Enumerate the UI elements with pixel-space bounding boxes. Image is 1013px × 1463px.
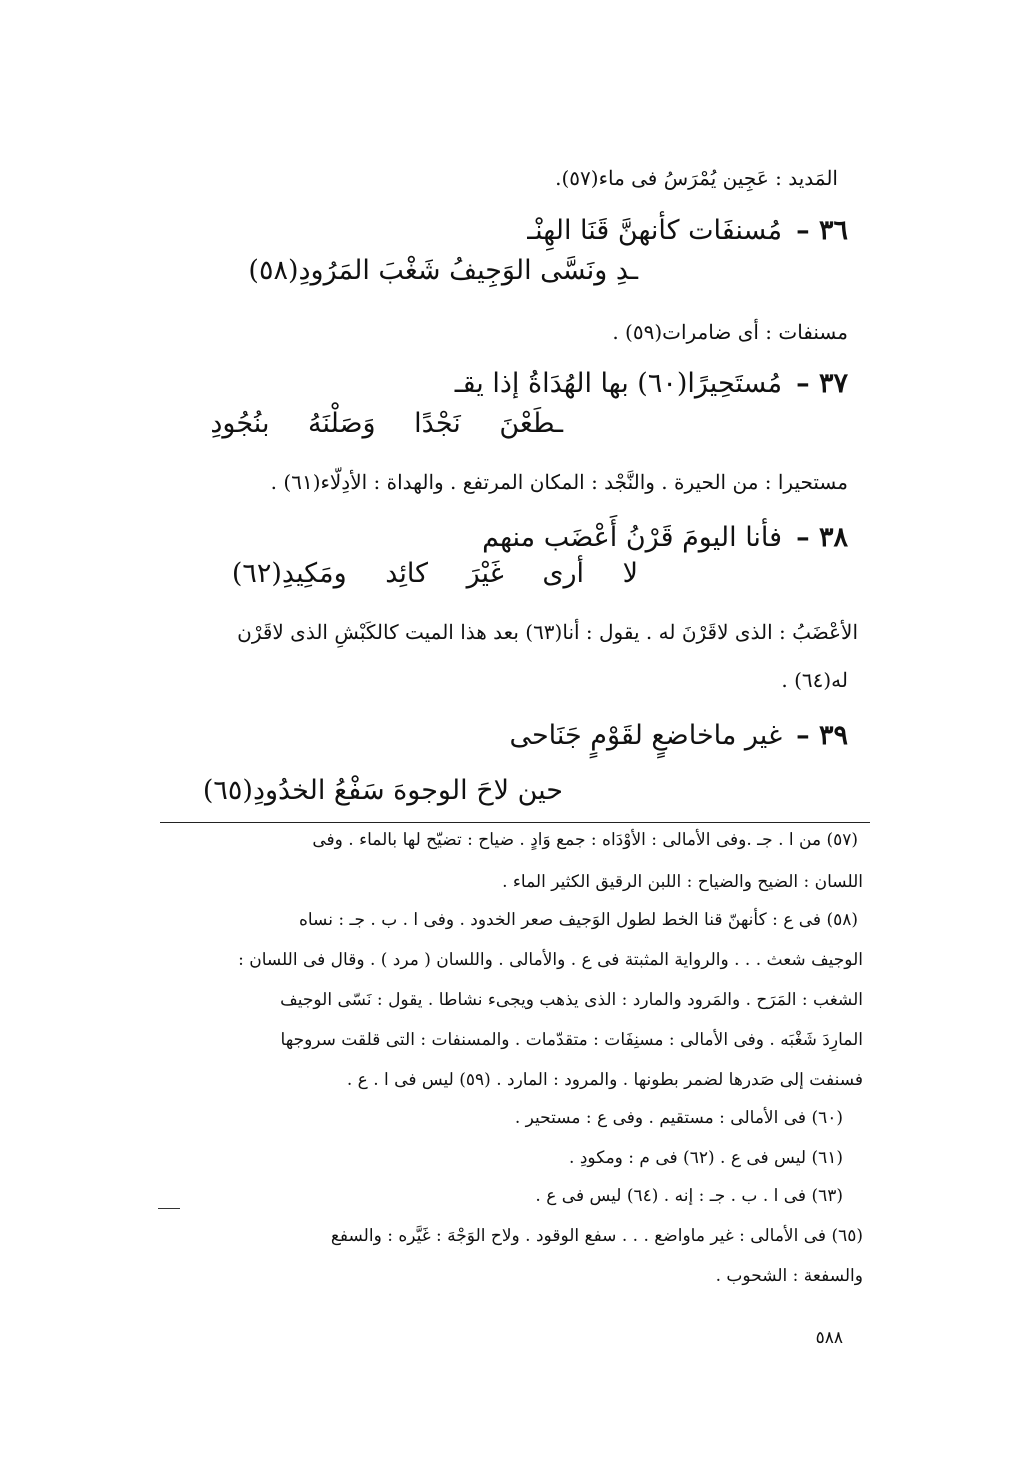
verse-number: ٣٨ –	[796, 522, 848, 553]
verse-39-first-hemistich	[509, 720, 848, 751]
verse-38-second-hemistich: لا أرى غَيْرَ كائِد ومَكِيدِ(٦٢)	[231, 558, 638, 589]
verse-36-second-hemistich: ـدِ ونَسَّى الوَجِيفُ شَغْبَ المَرُودِ(٥٨)	[248, 255, 638, 286]
footnote-line: والسفعة : الشحوب .	[715, 1266, 863, 1286]
verse-37-first-hemistich	[455, 368, 848, 399]
verse-39-second-hemistich: حين لاحَ الوجوهَ سَفْعُ الخدُودِ(٦٥)	[202, 775, 563, 806]
verse-text: فأنا اليومَ قَرْنُ أَعْضَب منهم	[482, 522, 783, 553]
verse-text: مُستَحِيرًا(٦٠) بها الهُدَاةُ إذا يقـ	[454, 368, 783, 399]
footnote-line: (٦٣) فى ا . ب . جـ : إنه . (٦٤) ليس فى ع .	[535, 1186, 843, 1206]
gloss-line: له(٦٤) .	[781, 668, 848, 692]
footnote-line: الشغب : المَرَح . والمَرود والمارد : الذى يذهب ويجىء نشاطا . يقول : نَسّى الوجيف	[280, 990, 863, 1010]
gloss-line: المَديد : عَجِين يُمْرَسُ فى ماء(٥٧).	[555, 166, 838, 190]
verse-number: ٣٩ –	[796, 720, 848, 751]
page-number: ٥٨٨	[815, 1328, 843, 1348]
verse-38-first-hemistich	[482, 522, 848, 553]
footnote-line: المارِدَ شَغْبَه . وفى الأمالى : مسنِفَات : متقدّمات . والمسنفات : التى قلقت سروجها	[280, 1030, 863, 1050]
footnote-line: (٦٥) فى الأمالى : غير ماواضع . . . سفع الوقود . ولاح الوَجْهَ : غَيَّره : والسفع	[330, 1226, 863, 1246]
footnote-line: (٥٧) من ا . جـ .وفى الأمالى : الأوْدَاه : جمع وَادٍ . ضياح : تضيّح لها بالماء . وفى	[312, 830, 858, 850]
verse-37-second-hemistich: ـطَعْنَ نَجْدًا وَصَلْنَهُ بنُجُودِ	[210, 408, 563, 439]
footnote-line: (٦٠) فى الأمالى : مستقيم . وفى ع : مستحير .	[514, 1108, 843, 1128]
verse-number: ٣٦ –	[796, 215, 848, 246]
footnote-line: (٦١) ليس فى ع . (٦٢) فى م : ومكودِ .	[569, 1148, 843, 1168]
footnote-line: (٥٨) فى ع : كأنهنّ قنا الخط لطول الوَجيف صعر الخدود . وفى ا . ب . جـ : نساه	[298, 910, 858, 930]
footnote-line: الوجيف شعث . . . والرواية المثبتة فى ع . والأمالى . واللسان ( مرد ) . وقال فى اللسان :	[238, 950, 863, 970]
footnote-separator	[160, 822, 870, 823]
gloss-line: مسنفات : أى ضامرات(٥٩) .	[612, 320, 848, 344]
footnote-line: اللسان : الضيح والضياح : اللبن الرقيق الكثير الماء .	[502, 872, 863, 892]
verse-text: غير ماخاضعٍ لقَوْمٍ جَنَاحى	[509, 720, 783, 751]
stray-mark	[158, 1208, 180, 1209]
verse-number: ٣٧ –	[796, 368, 848, 399]
gloss-line: مستحيرا : من الحيرة . والنَّجْد : المكان المرتفع . والهداة : الأدِلّاء(٦١) .	[270, 470, 848, 494]
verse-36-first-hemistich	[527, 215, 848, 246]
gloss-line: الأعْضَبُ : الذى لاقَرْنَ له . يقول : أنا(٦٣) بعد هذا الميت كالكَبْشِ الذى لاقَرْن	[237, 620, 858, 644]
verse-text: مُسنفَات كأنهنَّ قَنَا الهِنْـ	[527, 215, 783, 246]
footnote-line: فسنفت إلى صَدرها لضمر بطونها . والمرود : المارد . (٥٩) ليس فى ا . ع .	[346, 1070, 863, 1090]
